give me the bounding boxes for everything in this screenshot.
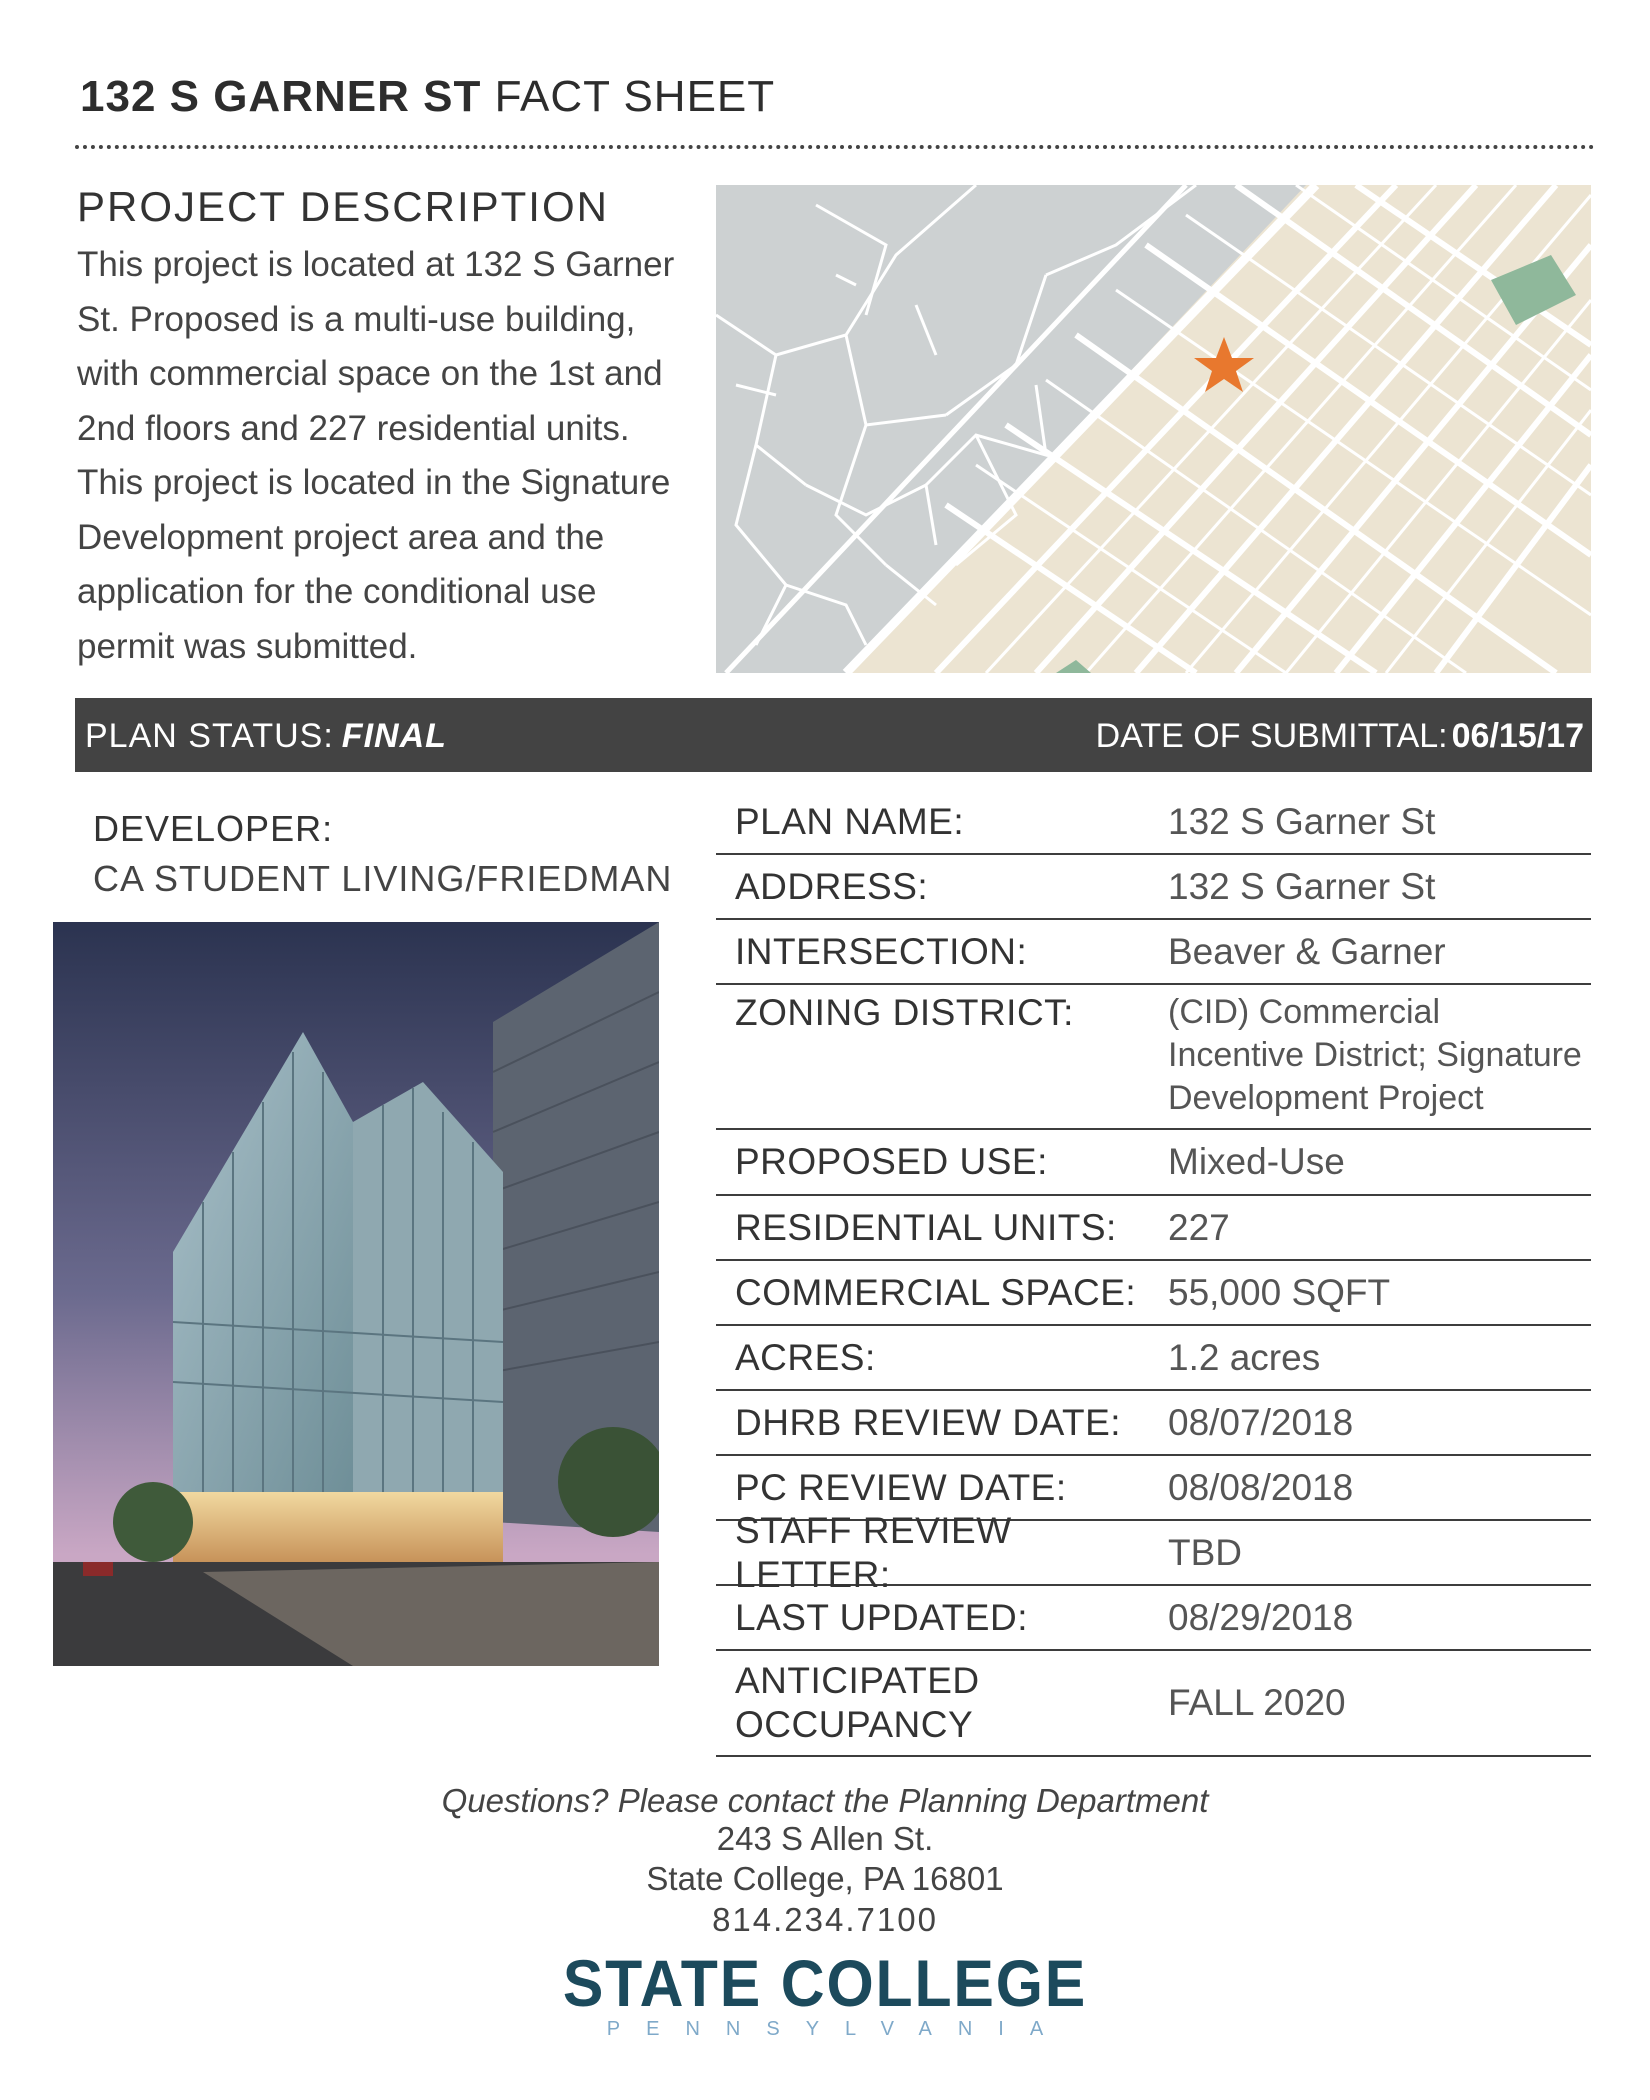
fact-value: Mixed-Use [1168, 1141, 1345, 1182]
fact-label: DHRB REVIEW DATE: [735, 1401, 1122, 1443]
fact-row-anticipated-occupancy [716, 1651, 1591, 1757]
fact-label: PROPOSED USE: [735, 1141, 1048, 1182]
description-line: 2nd floors and 227 residential units. [77, 408, 630, 448]
description-line: St. Proposed is a multi-use building, [77, 299, 636, 339]
rendering-graphic [53, 922, 659, 1666]
footer-question: Questions? Please contact the Planning Department [441, 1782, 1209, 1819]
fact-row-proposed-use [716, 1130, 1591, 1196]
map-graphic [716, 185, 1591, 673]
fact-row-dhrb-review-date [716, 1391, 1591, 1456]
fact-label: ACRES: [735, 1336, 876, 1378]
developer-label: DEVELOPER: [93, 808, 334, 849]
fact-row-address [716, 855, 1591, 920]
dotted-divider [75, 145, 1595, 149]
footer-address: 243 S Allen St. [716, 1820, 934, 1857]
plan-status-label: PLAN STATUS: [85, 717, 334, 755]
logo-subtitle: PENNSYLVANIA [606, 2018, 1070, 2040]
facts-table [716, 790, 1591, 1757]
fact-value: TBD [1168, 1531, 1242, 1573]
fact-value: 132 S Garner St [1168, 865, 1436, 907]
footer-phone: 814.234.7100 [712, 1901, 938, 1938]
fact-row-residential-units [716, 1196, 1591, 1261]
fact-row-plan-name [716, 790, 1591, 855]
fact-label: ZONING DISTRICT: [735, 992, 1074, 1033]
rendering-tree [113, 1482, 193, 1562]
status-bar [75, 698, 1592, 772]
submittal-date [1096, 717, 1584, 756]
submittal-value: 06/15/17 [1451, 717, 1584, 755]
fact-label: PC REVIEW DATE: [735, 1466, 1067, 1508]
fact-value-line: (CID) Commercial [1168, 993, 1440, 1031]
description-line: application for the conditional use [77, 572, 597, 611]
title-address: 132 S GARNER ST [80, 72, 482, 121]
description-heading: PROJECT DESCRIPTION [77, 183, 609, 230]
fact-value: 1.2 acres [1168, 1336, 1321, 1378]
fact-value: 08/08/2018 [1168, 1466, 1354, 1508]
description-line: This project is located in the Signature [77, 463, 671, 502]
fact-label-line: ANTICIPATED [735, 1660, 980, 1701]
page-title [80, 72, 775, 122]
description-line: with commercial space on the 1st and [77, 354, 663, 393]
rendering-car [83, 1562, 113, 1576]
fact-value: 08/07/2018 [1168, 1401, 1354, 1443]
fact-value-line: Incentive District; Signature [1168, 1036, 1582, 1074]
description-body [77, 238, 697, 674]
footer-city: State College, PA 16801 [646, 1860, 1004, 1897]
fact-row-staff-review-letter [716, 1509, 1591, 1595]
description-line: This project is located at 132 S Garner [77, 245, 675, 284]
location-map [716, 185, 1591, 673]
rendering-retail [173, 1492, 503, 1562]
fact-label [716, 1659, 1168, 1747]
plan-status-value: FINAL [341, 717, 447, 755]
fact-label: STAFF REVIEW LETTER: [735, 1509, 1012, 1595]
fact-row-last-updated [716, 1586, 1591, 1651]
rendering-tower-right [353, 1082, 503, 1522]
description-line: permit was submitted. [77, 626, 418, 666]
fact-label-line: OCCUPANCY [735, 1704, 974, 1745]
fact-label: ADDRESS: [735, 865, 929, 907]
fact-value: Beaver & Garner [1168, 930, 1446, 972]
fact-value: 132 S Garner St [1168, 800, 1436, 842]
building-rendering [53, 922, 659, 1666]
description-line: Development project area and the [77, 517, 605, 557]
fact-value: 08/29/2018 [1168, 1596, 1354, 1638]
plan-status [85, 717, 447, 756]
submittal-label: DATE OF SUBMITTAL: [1095, 717, 1448, 755]
fact-label: LAST UPDATED: [735, 1596, 1028, 1638]
fact-label: COMMERCIAL SPACE: [735, 1271, 1137, 1313]
fact-value: 55,000 SQFT [1168, 1271, 1391, 1313]
fact-row-intersection [716, 920, 1591, 985]
fact-row-acres [716, 1326, 1591, 1391]
fact-value: 227 [1168, 1206, 1230, 1248]
logo-wordmark: STATE COLLEGE [562, 1946, 1088, 2020]
fact-label: PLAN NAME: [735, 800, 965, 842]
fact-label: INTERSECTION: [735, 930, 1028, 972]
fact-value-line: Development Project [1168, 1079, 1484, 1117]
developer-value: CA STUDENT LIVING/FRIEDMAN [93, 858, 673, 899]
fact-value [1168, 991, 1591, 1120]
fact-value: FALL 2020 [1168, 1682, 1346, 1723]
fact-row-zoning [716, 985, 1591, 1130]
fact-row-commercial-space [716, 1261, 1591, 1326]
title-suffix: FACT SHEET [494, 72, 776, 121]
fact-label: RESIDENTIAL UNITS: [735, 1206, 1117, 1248]
